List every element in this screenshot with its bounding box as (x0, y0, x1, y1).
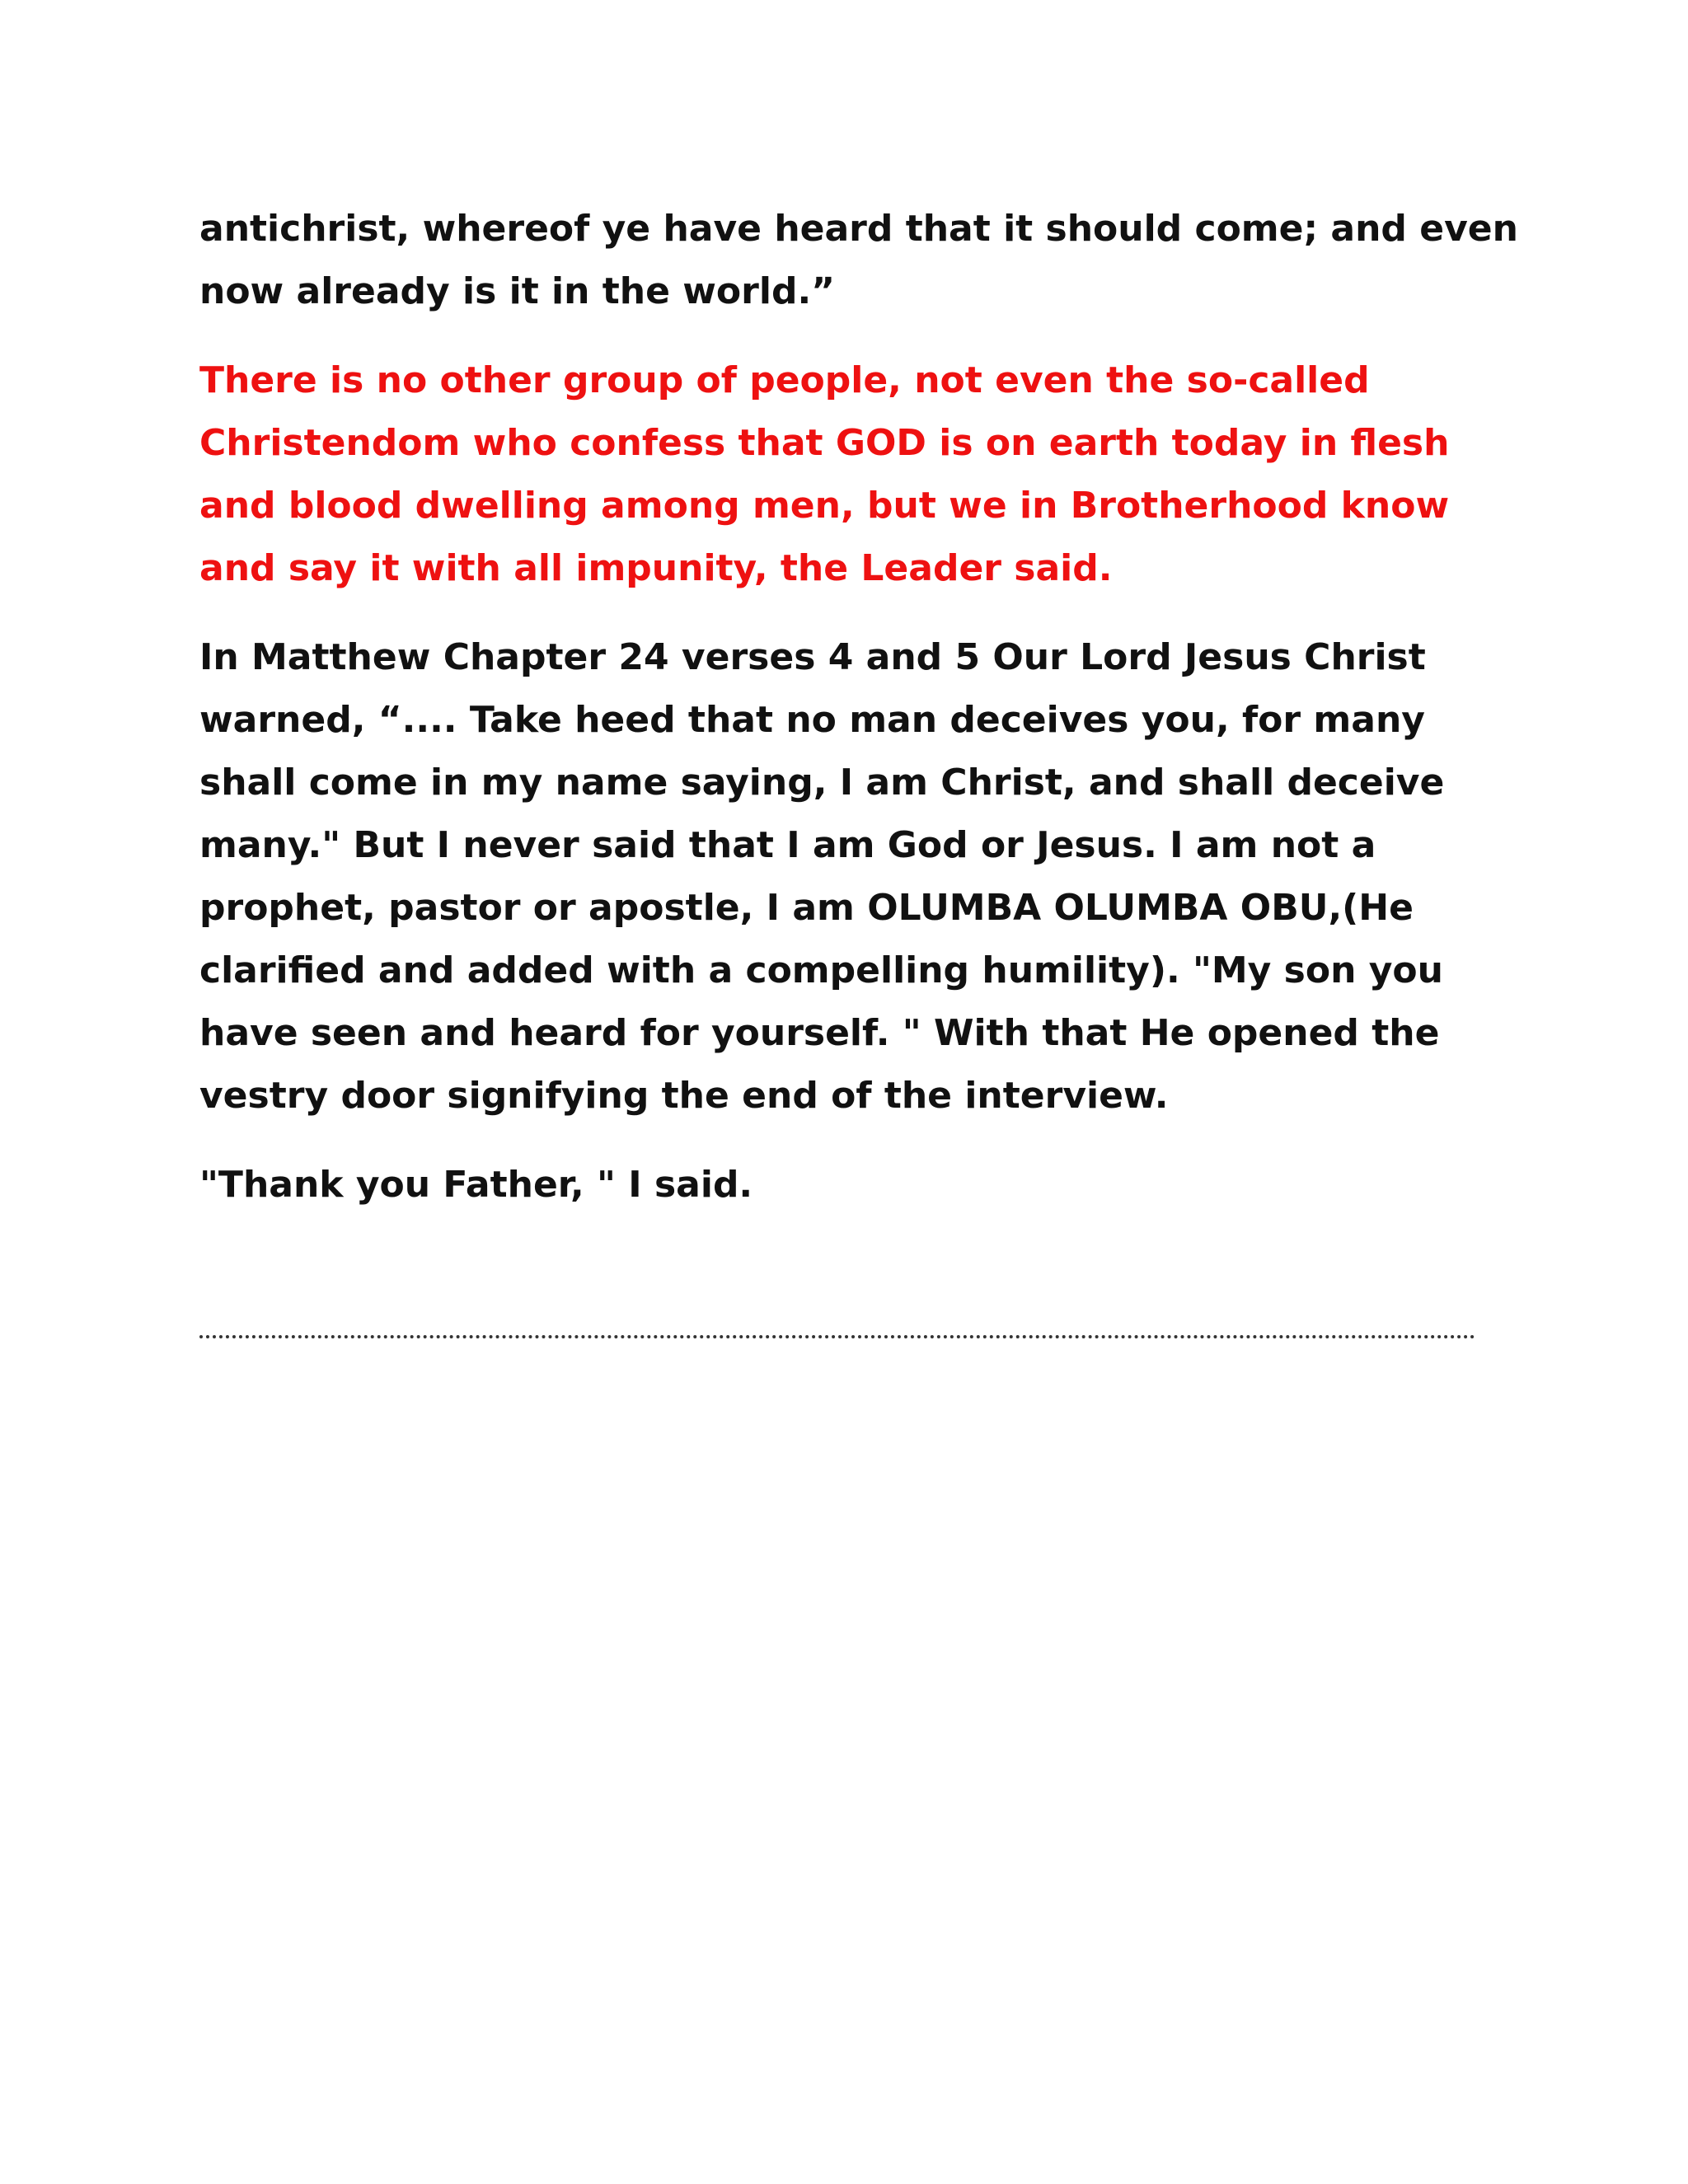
paragraph-scripture-quote: antichrist, whereof ye have heard that it should come; and even now already is it in the world.” (199, 208, 1518, 312)
paragraph-leader-statement: There is no other group of people, not even the so-called Christendom who confess that GOD is on earth today in flesh and blood dwelling among men, but we in Brotherhood know and say it with all impunity, the Leader said. (199, 359, 1450, 589)
paragraph-matthew-warning: In Matthew Chapter 24 verses 4 and 5 Our Lord Jesus Christ warned, “.... Take heed that no man deceives you, for many shall come in my name saying, I am Christ, and shall deceive many." But I never said that I am God or Jesus. I am not a prophet, pastor or apostle, I am OLUMBA OLUMBA OBU,(He clarified and added with a compelling humility). "My son you have seen and heard for yourself. " With that He opened the vestry door signifying the end of the interview. (199, 636, 1445, 1117)
document-body (199, 198, 1518, 1243)
dotted-separator-line (199, 1335, 1475, 1338)
paragraph-closing-thanks: "Thank you Father, " I said. (199, 1164, 753, 1206)
